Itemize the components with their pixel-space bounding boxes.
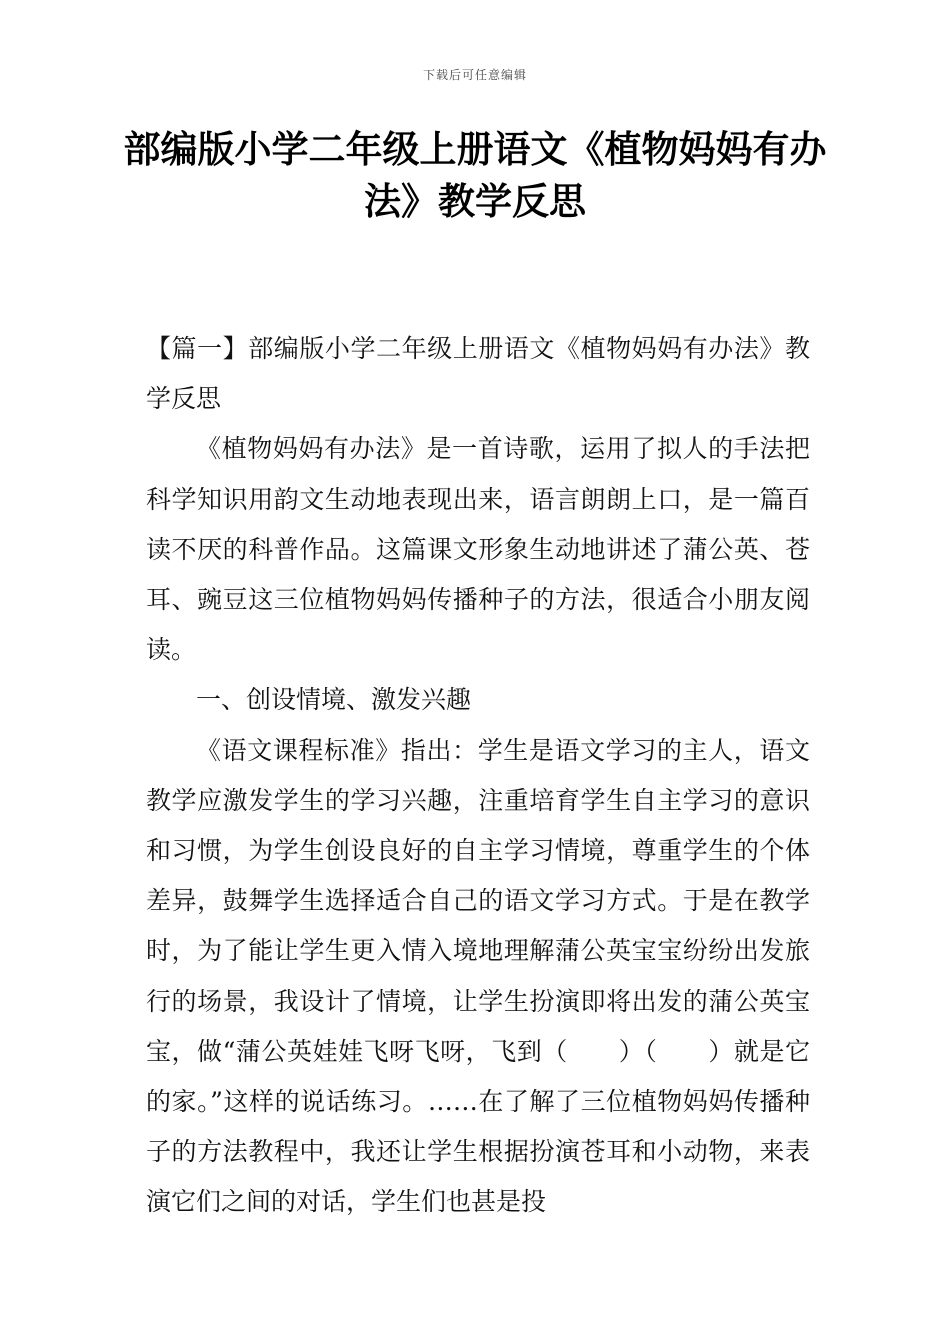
paragraph-intro: 《植物妈妈有办法》是一首诗歌，运用了拟人的手法把科学知识用韵文生动地表现出来，语言朗朗上口，是一篇百读不厌的科普作品。这篇课文形象生动地讲述了蒲公英、苍耳、豌豆这三位植物妈妈传播种子的方法，很适合小朋友阅读。: [146, 434, 810, 665]
paragraph-standard: 《语文课程标准》指出：学生是语文学习的主人，语文教学应激发学生的学习兴趣，注重培育学生自主学习的意识和习惯，为学生创设良好的自主学习情境，尊重学生的个体差异，鼓舞学生选择适合自己的语文学习方式。于是在教学时，为了能让学生更入情入境地理解蒲公英宝宝纷纷出发旅行的场景，我设计了情境，让学生扮演即将出发的蒲公英宝宝，做“蒲公英娃娃飞呀飞呀，飞到（ ）（ ）就是它的家。”这样的说话练习。……在了解了三位植物妈妈传播种子的方法教程中，我还让学生根据扮演苍耳和小动物，来表演它们之间的对话，学生们也甚是投: [146, 735, 810, 1217]
subheading-1: 一、创设情境、激发兴趣: [196, 685, 472, 715]
document-body: [146, 324, 810, 1228]
header-note: 下载后可任意编辑: [422, 68, 527, 82]
section-heading: 【篇一】部编版小学二年级上册语文《植物妈妈有办法》教学反思: [146, 334, 810, 414]
document-title: 部编版小学二年级上册语文《植物妈妈有办法》教学反思: [123, 128, 827, 223]
